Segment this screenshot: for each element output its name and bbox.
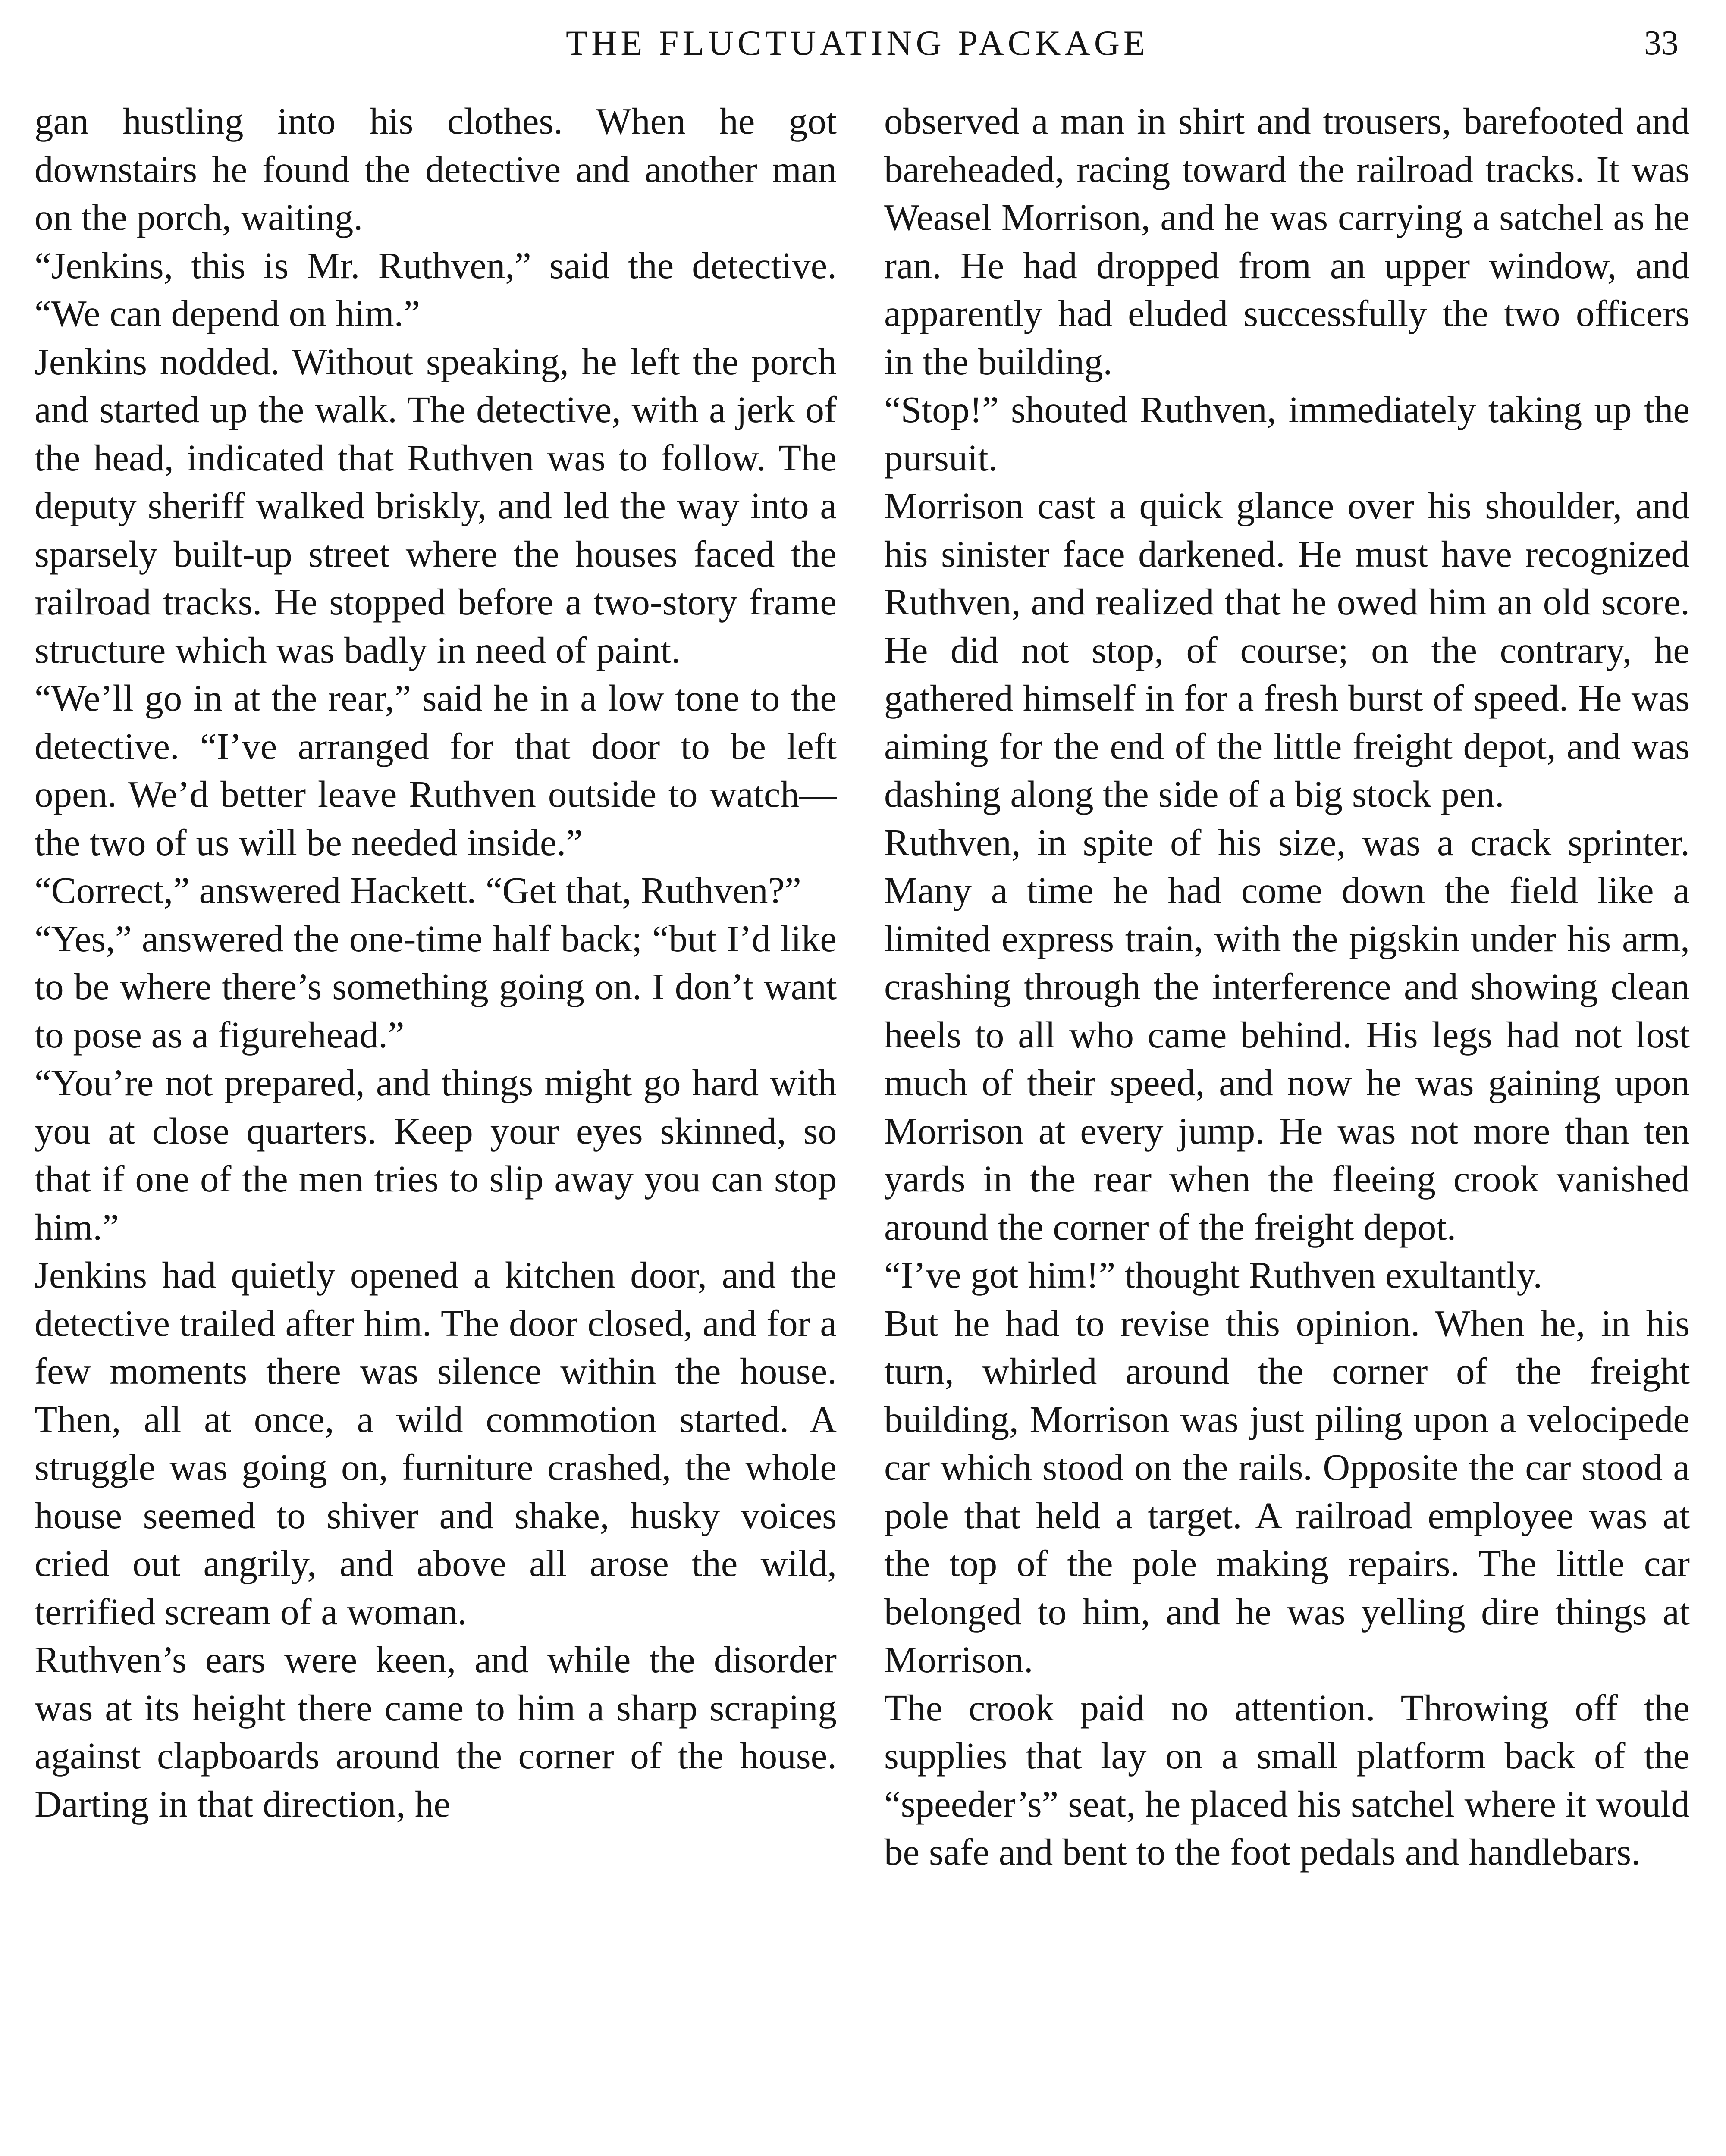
paragraph: “Stop!” shouted Ruthven, immediately taking up the pursuit.	[884, 389, 1690, 479]
running-head	[36, 17, 1679, 78]
paragraph: “Yes,” answered the one-time half back; “but I’d like to be where there’s something going on. I don’t want to pose as a figurehead.”	[35, 917, 837, 1056]
paragraph: Ruthven’s ears were keen, and while the disorder was at its height there came to him a sharp scraping against clapboards around the corner of the house. Darting in that direction, he	[35, 1639, 837, 1825]
paragraph: The crook paid no attention. Throwing off the supplies that lay on a small platform back of the “speeder’s” seat, he placed his satchel where it would be safe and bent to the foot pedals and handlebars.	[884, 1686, 1690, 1873]
paragraph: gan hustling into his clothes. When he got downstairs he found the detective and another man on the porch, waiting.	[35, 100, 837, 238]
paragraph: Jenkins had quietly opened a kitchen door, and the detective trailed after him. The door closed, and for a few moments there was silence within the house. Then, all at once, a wild commotion started. A struggle was going on, furniture crashed, the whole house seemed to shiver and shake, husky voices cried out angrily, and above all arose the wild, terrified scream of a woman.	[35, 1254, 837, 1633]
paragraph: “You’re not prepared, and things might go hard with you at close quarters. Keep your eyes skinned, so that if one of the men tries to slip away you can stop him.”	[35, 1062, 837, 1248]
paragraph: “I’ve got him!” thought Ruthven exultantly.	[884, 1254, 1543, 1296]
paragraph: Morrison cast a quick glance over his shoulder, and his sinister face darkened. He must have recognized Ruthven, and realized that he owed him an old score. He did not stop, of course; on the contrary, he gathered himself in for a fresh burst of speed. He was aiming for the end of the little freight depot, and was dashing along the side of a big stock pen.	[884, 485, 1690, 815]
paragraph: Jenkins nodded. Without speaking, he left the porch and started up the walk. The detective, with a jerk of the head, indicated that Ruthven was to follow. The deputy sheriff walked briskly, and led the way into a sparsely built-up street where the houses faced the railroad tracks. He stopped before a two-story frame structure which was badly in need of paint.	[35, 340, 837, 671]
paragraph: observed a man in shirt and trousers, barefooted and bareheaded, racing toward the railroad tracks. It was Weasel Morrison, and he was carrying a satchel as he ran. He had dropped from an upper window, and apparently had eluded successfully the two officers in the building.	[884, 100, 1690, 382]
paragraph: But he had to revise this opinion. When he, in his turn, whirled around the corner of the freight building, Morrison was just piling upon a velocipede car which stood on the rails. Opposite the car stood a pole that held a target. A railroad employee was at the top of the pole making repairs. The little car belonged to him, and he was yelling dire things at Morrison.	[884, 1302, 1690, 1680]
page-title: THE FLUCTUATING PACKAGE	[566, 23, 1149, 63]
paragraph: “Jenkins, this is Mr. Ruthven,” said the detective. “We can depend on him.”	[35, 244, 837, 334]
paragraph: “We’ll go in at the rear,” said he in a low tone to the detective. “I’ve arranged for that door to be left open. We’d better leave Ruthven outside to watch—the two of us will be needed inside.”	[35, 677, 837, 863]
left-column	[35, 97, 837, 1828]
paragraph: “Correct,” answered Hackett. “Get that, Ruthven?”	[35, 869, 801, 911]
page-number: 33	[1644, 24, 1679, 62]
right-column	[884, 97, 1690, 1876]
paragraph: Ruthven, in spite of his size, was a crack sprinter. Many a time he had come down the field like a limited express train, with the pigskin under his arm, crashing through the interference and showing clean heels to all who came behind. His legs had not lost much of their speed, and now he was gaining upon Morrison at every jump. He was not more than ten yards in the rear when the fleeing crook vanished around the corner of the freight depot.	[884, 821, 1690, 1248]
